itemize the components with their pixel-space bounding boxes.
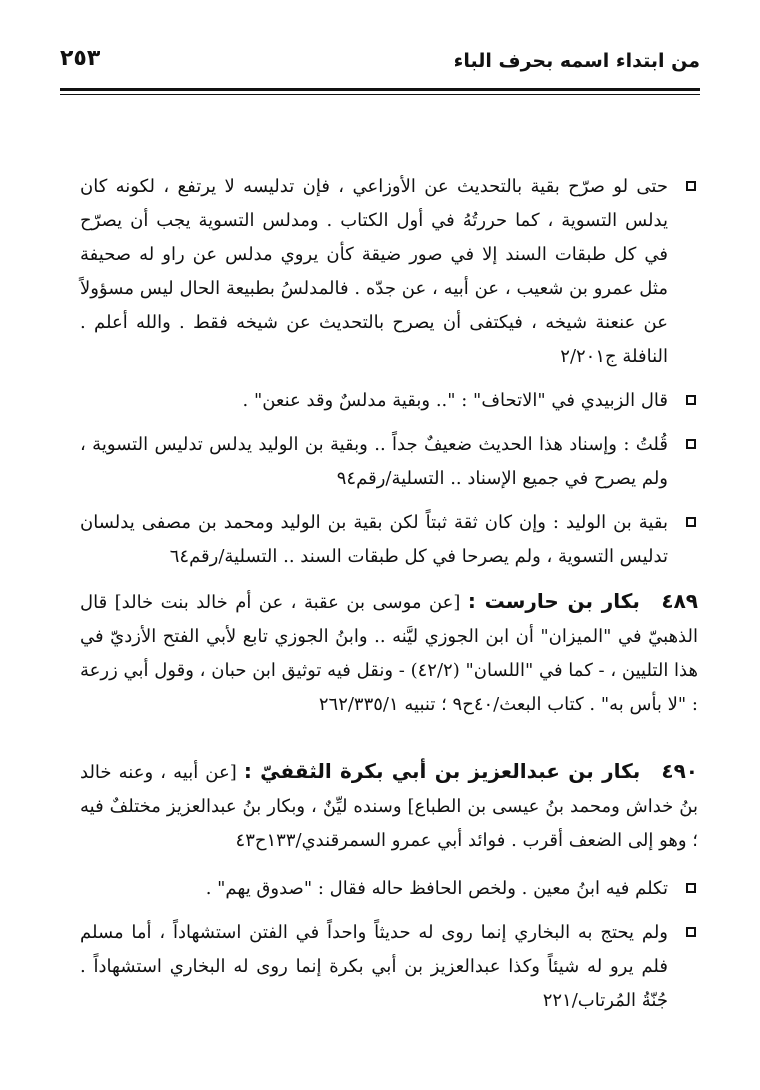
header-rule-thick	[60, 88, 700, 91]
entry-name: بكار بن عبدالعزيز بن أبي بكرة الثقفيّ :	[243, 759, 641, 783]
checkbox-bullet-icon	[686, 439, 696, 449]
bullet-text: حتى لو صرّح بقية بالتحديث عن الأوزاعي ، فإن تدليسه لا يرتفع ، لكونه كان يدلس التسوية ، كما حررتُهُ في أول الكتاب . ومدلس التسوية يجب أن يصرّح في كل طبقات السند إلا في صور ضيقة كأن يروي مدلس عن راو له صحيفة مثل عمرو بن شعيب ، عن أبيه ، عن جدّه . فالمدلسُ بطبيعة الحال ليس مسؤولاً عن عنعنة شيخه ، فيكتفى أن يصرح بالتحديث عن شيخه فقط . والله أعلم . النافلة ج٢/٢٠١	[80, 176, 668, 367]
entry-489	[80, 584, 698, 722]
checkbox-bullet-icon	[686, 883, 696, 893]
entry-number: ٤٩٠	[661, 759, 698, 783]
entry-number: ٤٨٩	[661, 589, 698, 613]
bullet-item	[80, 916, 698, 1018]
entry-name: بكار بن حارست :	[467, 589, 640, 613]
bullet-text: بقية بن الوليد : وإن كان ثقة ثبتاً لكن بقية بن الوليد ومحمد بن مصفى يدلسان تدليس التسوية ، ولم يصرحا في كل طبقات السند .. التسلية/رقم٦٤	[80, 512, 668, 567]
bullet-item	[80, 506, 698, 574]
running-title: من ابتداء اسمه بحرف الباء	[453, 50, 700, 72]
checkbox-bullet-icon	[686, 181, 696, 191]
checkbox-bullet-icon	[686, 927, 696, 937]
bullet-item	[80, 170, 698, 374]
entry-text: [عن موسى بن عقبة ، عن أم خالد بنت خالد] قال الذهبيّ في "الميزان" أن ابن الجوزي ليَّنه .. وابنُ الجوزي تابع لأبي الفتح الأزديّ في هذا التليين ، - كما في "اللسان" (٤٢/٢) - ونقل فيه توثيق ابن حبان ، وقول أبي زرعة : "لا بأس به" . كتاب البعث/٤٠ح٩ ؛ تنبيه ٢٦٢/٣٣٥/١	[80, 592, 698, 715]
page-number: ٢٥٣	[60, 46, 101, 71]
spacer	[80, 736, 698, 750]
bullet-text: ولم يحتج به البخاري إنما روى له حديثاً واحداً في الفتن استشهاداً ، أما مسلم فلم يرو له شيئاً وكذا عبدالعزيز بن أبي بكرة إنما روى له البخاري استشهاداً . جُنّةُ المُرتاب/٢٢١	[80, 922, 668, 1011]
bullet-text: قال الزبيدي في "الاتحاف" : ".. وبقية مدلسٌ وقد عنعن" .	[242, 390, 668, 411]
header-rule-thin	[60, 94, 700, 95]
bullet-text: قُلتُ : وإسناد هذا الحديث ضعيفٌ جداً .. وبقية بن الوليد يدلس تدليس التسوية ، ولم يصرح في جميع الإسناد .. التسلية/رقم٩٤	[80, 434, 668, 489]
entry-text: [عن أبيه ، وعنه خالد بنُ خداش ومحمد بنُ عيسى بن الطباع] وسنده ليِّنٌ ، وبكار بنُ عبدالعزيز مختلفٌ فيه ؛ وهو إلى الضعف أقرب . فوائد أبي عمرو السمرقندي/١٣٣ح٤٣	[80, 762, 698, 851]
bullet-item	[80, 428, 698, 496]
page-header	[60, 46, 700, 82]
page-body	[80, 170, 698, 1028]
bullet-item	[80, 872, 698, 906]
entry-490	[80, 754, 698, 858]
bullet-text: تكلم فيه ابنُ معين . ولخص الحافظ حاله فقال : "صدوق يهم" .	[205, 878, 668, 899]
bullet-item	[80, 384, 698, 418]
checkbox-bullet-icon	[686, 395, 696, 405]
checkbox-bullet-icon	[686, 517, 696, 527]
